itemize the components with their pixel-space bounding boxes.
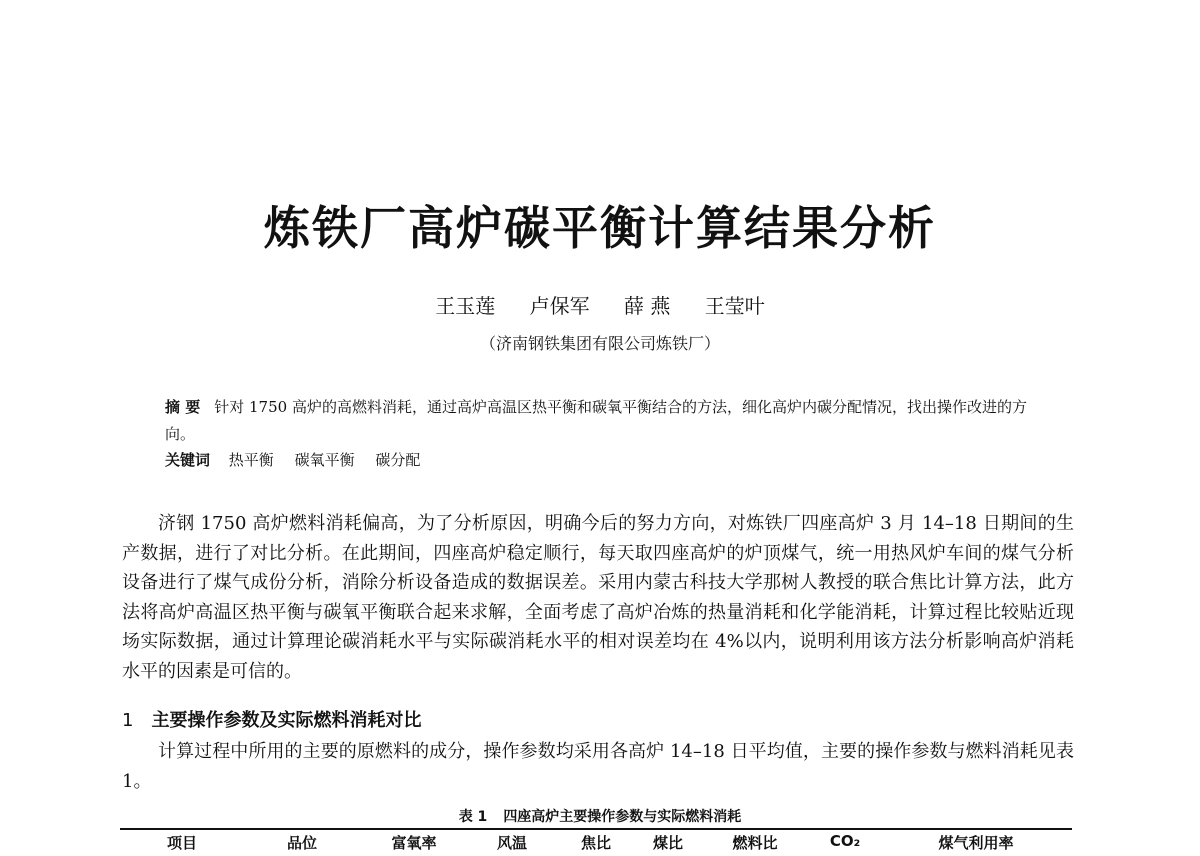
- section-title: 主要操作参数及实际燃料消耗对比: [151, 710, 422, 731]
- table-header-cell: 富氧率: [391, 834, 437, 852]
- abstract: [165, 394, 1045, 448]
- keywords-label: 关键词: [165, 451, 211, 469]
- table-header-cell: 燃料比: [732, 834, 778, 852]
- paragraph: 计算过程中所用的主要的原燃料的成分，操作参数均采用各高炉 14–18 日平均值，主要的操作参数与燃料消耗见表 1。: [122, 741, 1074, 792]
- keywords: [165, 449, 436, 470]
- author-name: 王玉莲: [435, 294, 496, 318]
- table-header-row: [120, 832, 1072, 856]
- abstract-label: 摘 要: [165, 398, 201, 416]
- author-list: [0, 290, 1200, 319]
- section-heading: [122, 706, 421, 732]
- article-title: 炼铁厂高炉碳平衡计算结果分析: [264, 201, 936, 255]
- keyword: 热平衡: [228, 451, 274, 469]
- table-header-cell: 品位: [286, 834, 317, 852]
- table-caption-text: 四座高炉主要操作参数与实际燃料消耗: [503, 809, 742, 825]
- table-header-cell: 煤比: [652, 834, 683, 852]
- table-header-cell: 项目: [166, 834, 197, 852]
- keyword: 碳分配: [375, 451, 421, 469]
- keyword: 碳氧平衡: [294, 451, 355, 469]
- body-text: [122, 509, 1074, 686]
- paragraph: 济钢 1750 高炉燃料消耗偏高，为了分析原因，明确今后的努力方向，对炼铁厂四座高炉 3 月 14–18 日期间的生产数据，进行了对比分析。在此期间，四座高炉稳定顺行，每天取四座高炉的炉顶煤气，统一用热风炉车间的煤气分析设备进行了煤气成份分析，消除分析设备造成的数据误差。采用内蒙古科技大学那树人教授的联合焦比计算方法，此方法将高炉高温区热平衡与碳氧平衡联合起来求解，全面考虑了高炉冶炼的热量消耗和化学能消耗，计算过程比较贴近现场实际数据，通过计算理论碳消耗水平与实际碳消耗水平的相对误差均在 4%以内，说明利用该方法分析影响高炉消耗水平的因素是可信的。: [122, 513, 1074, 682]
- section-number: 1: [122, 710, 134, 731]
- affiliation: （济南钢铁集团有限公司炼铁厂）: [479, 334, 720, 353]
- table-header-cell: 焦比: [580, 834, 611, 852]
- table-header-cell: 风温: [496, 834, 527, 852]
- table-top-rule: [120, 828, 1072, 830]
- author-name: 薛 燕: [624, 294, 671, 318]
- table-header-cell: CO₂: [829, 832, 861, 850]
- author-name: 王莹叶: [704, 294, 765, 318]
- table-number: 表 1: [458, 809, 488, 825]
- body-text-2: [122, 737, 1074, 797]
- author-name: 卢保军: [529, 294, 590, 318]
- table-header-cell: 煤气利用率: [938, 834, 1014, 852]
- abstract-text: 针对 1750 高炉的高燃料消耗，通过高炉高温区热平衡和碳氧平衡结合的方法，细化高炉内碳分配情况，找出操作改进的方向。: [165, 398, 1027, 443]
- table-caption: [0, 806, 1200, 826]
